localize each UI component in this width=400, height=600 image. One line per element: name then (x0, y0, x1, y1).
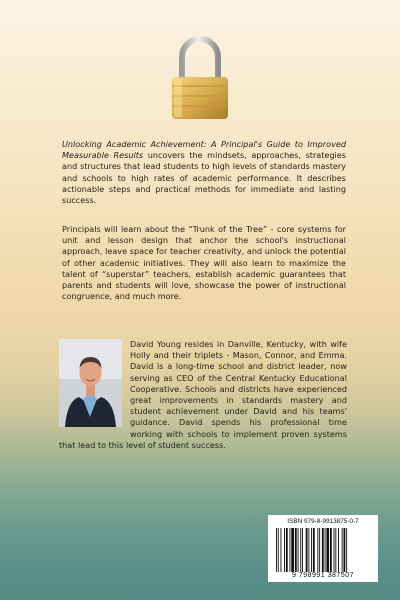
author-bio-section (59, 339, 347, 451)
description-closing: It describes actionable steps and practical methods for immediate and lasting success. (62, 172, 346, 206)
barcode-number: 9 798991 387507 (292, 572, 354, 579)
description-body: uncovers the mindsets, approaches, strategies and structures that lead students to high levels of standards mastery and schools to high rates of academic performance. (62, 150, 346, 183)
isbn-label: ISBN 979-8-9913875-0-7 (287, 518, 359, 525)
author-bio-text: David Young resides in Danville, Kentucky, with wife Holly and their triplets - Mason, Connor, and Emma. David is a long-time school and district leader, now serving as CEO of the Central Kentucky Educational Cooperative. Schools and districts have experienced great improvements in standards mastery and student achievement under David and his teams' guidance. David spends his professional time working with schools to implement proven systems that lead to this level of student success. (59, 339, 347, 450)
barcode-icon (274, 528, 372, 572)
author-photo (59, 339, 122, 427)
book-title: Unlocking Academic Achievement: A Principal's Guide to Improved Measurable Results (62, 139, 346, 161)
padlock-icon (168, 33, 232, 123)
barcode-box (268, 515, 378, 582)
principals-paragraph: Principals will learn about the “Trunk of the Tree” - core systems for unit and lesson design that anchor the school's instructional approach, leave space for teacher creativity, and unlock the potential of other academic initiatives. They will also learn to maximize the talent of “superstar” teachers, establish academic guarantees that parents and students will love, showcase the power of instructional congruence, and much more. (62, 224, 346, 302)
book-description (62, 139, 346, 206)
